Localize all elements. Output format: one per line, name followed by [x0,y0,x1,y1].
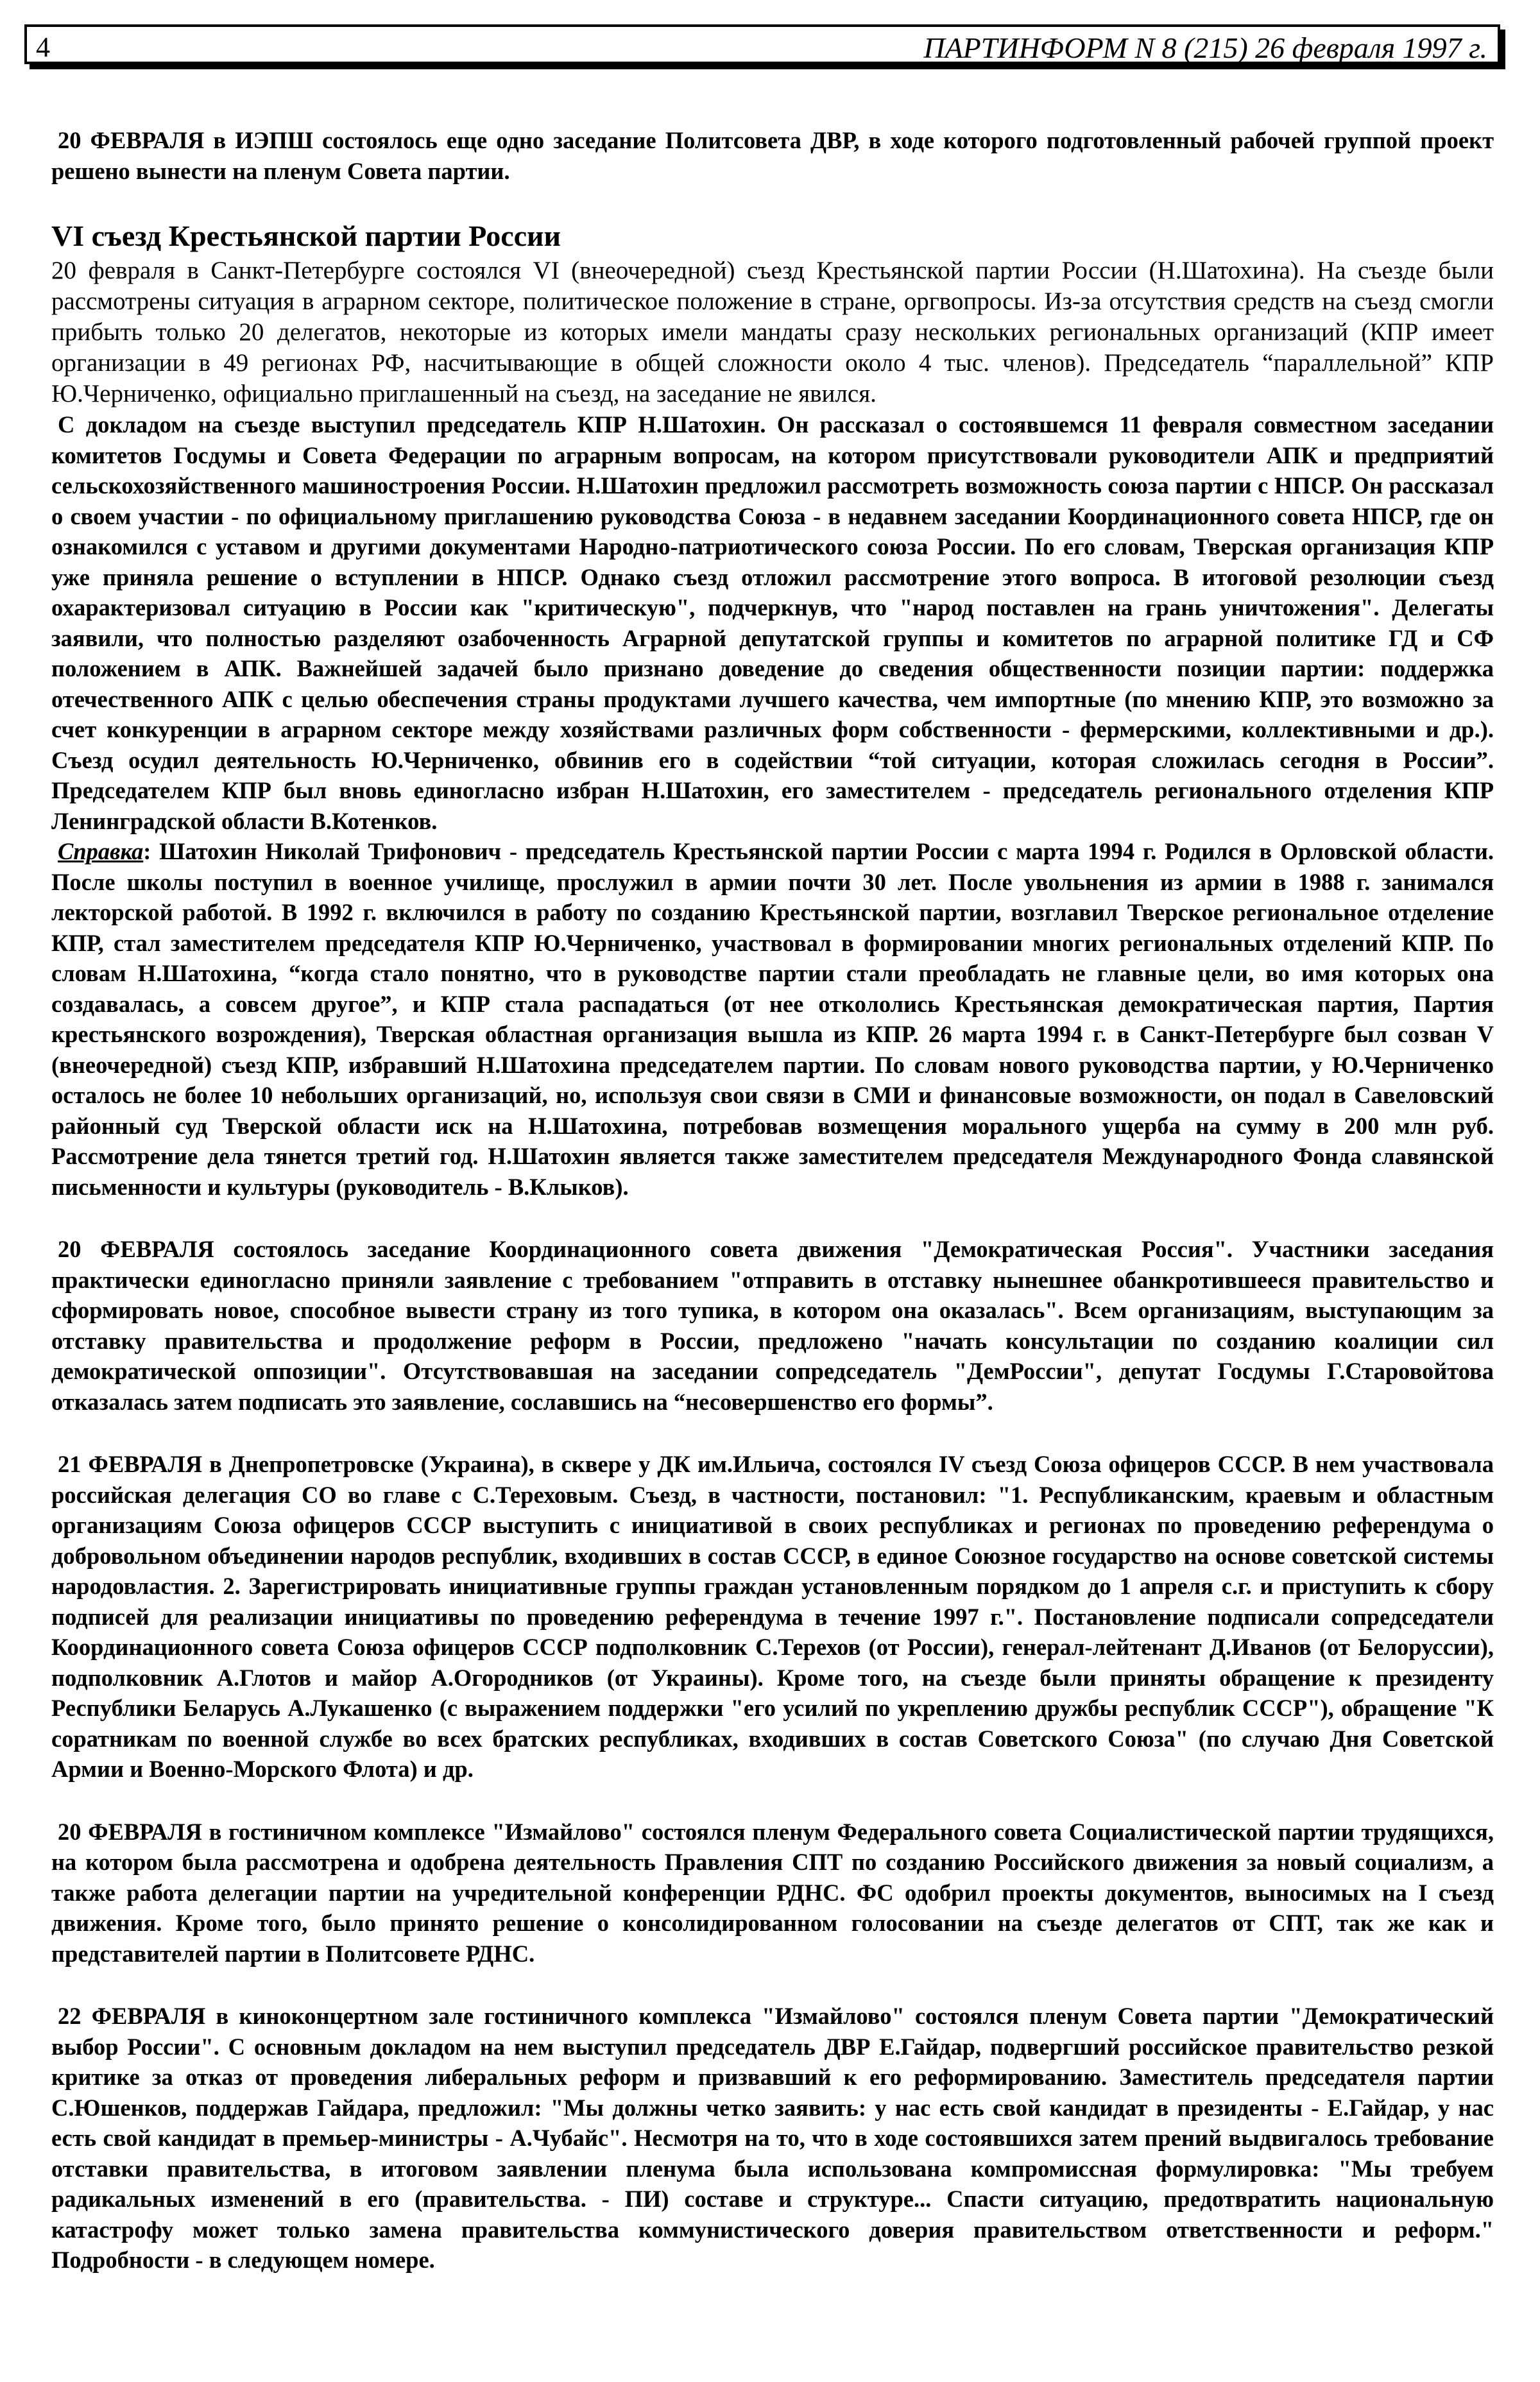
article-lead: 20 февраля в Санкт-Петербурге состоялся VI (внеочередной) съезд Крестьянской партии России (Н.Шатохина). На съезде были рассмотрены ситуация в аграрном секторе, политическое положение в стране, оргвопросы. Из-за отсутствия средств на съезд смогли прибыть только 20 делегатов, некоторые из которых имели мандаты сразу нескольких региональных организаций (КПР имеет организации в 49 регионах РФ, насчитывающие в общей сложности около 4 тыс. членов). Председатель “параллельной” КПР Ю.Черниченко, официально приглашенный на съезд, на заседание не явился. [51,257,1494,407]
reference-note [51,836,1494,1202]
news-item-spt-plenum: 20 ФЕВРАЛЯ в гостиничном комплексе "Измайлово" состоялся пленум Федерального совета Социалистической партии трудящихся, на котором была рассмотрена и одобрена деятельность Правления СПТ по созданию Российского движения за новый социализм, а также работа делегации партии на учредительной конференции РДНС. ФС одобрил проекты документов, выносимых на I съезд движения. Кроме того, было принято решение о консолидированном голосовании на съезде делегатов от СПТ, так же как и представителей партии в Политсовете РДНС. [51,1818,1494,1967]
issue-title: ПАРТИНФОРМ N 8 (215) 26 февраля 1997 г. [923,31,1487,64]
page-header [24,24,1500,64]
news-item-demrossiya: 20 ФЕВРАЛЯ состоялось заседание Координационного совета движения "Демократическая Россия". Участники заседания практически единогласно приняли заявление с требованием "отправить в отставку нынешнее обанкротившееся правительство и сформировать новое, способное вывести страну из того тупика, в котором она оказалась". Всем организациям, выступающим за отставку правительства и продолжение реформ в России, предложено "начать консультации по созданию коалиции сил демократической оппозиции". Отсутствовавшая на заседании сопредседатель "ДемРоссии", депутат Госдумы Г.Старовойтова отказалась затем подписать это заявление, сославшись на “несовершенство его формы”. [51,1236,1494,1415]
article-column [51,125,1494,2275]
news-item-dvr-plenum: 22 ФЕВРАЛЯ в киноконцертном зале гостиничного комплекса "Измайлово" состоялся пленум Совета партии "Демократический выбор России". С основным докладом на нем выступил председатель ДВР Е.Гайдар, подвергший российское правительство резкой критике за отказ от проведения либеральных реформ и призвавший к его реформированию. Заместитель председателя партии С.Юшенков, поддержав Гайдара, предложил: "Мы должны четко заявить: у нас есть свой кандидат в президенты - Е.Гайдар, у нас есть свой кандидат в премьер-министры - А.Чубайс". Несмотря на то, что в ходе состоявшихся затем прений выдвигалось требование отставки правительства, в итоговом заявлении пленума была использована компромиссная формулировка: "Мы требуем радикальных изменений в его (правительства. - ПИ) составе и структуре... Спасти ситуацию, предотвратить национальную катастрофу может только замена правительства коммунистического доверия правительством ответственности и реформ." Подробности - в следующем номере. [51,2003,1494,2273]
section-heading: VI съезд Крестьянской партии России [51,219,561,252]
reference-text: : Шатохин Николай Трифонович - председатель Крестьянской партии России с марта 1994 г. Родился в Орловской области. После школы поступил в военное училище, прослужил в армии почти 30 лет. После увольнения из армии в 1988 г. занимался лекторской работой. В 1992 г. включился в работу по созданию Крестьянской партии, возглавил Тверское региональное отделение КПР, стал заместителем председателя КПР Ю.Черниченко, участвовал в формировании многих региональных отделений КПР. По словам Н.Шатохина, “когда стало понятно, что в руководстве партии стали преобладать не главные цели, во имя которых она создавалась, а совсем другое”, и КПР стала распадаться (от нее откололись Крестьянская демократическая партия, Партия крестьянского возрождения), Тверская областная организация вышла из КПР. 26 марта 1994 г. в Санкт-Петербурге был созван V (внеочередной) съезд КПР, избравший Н.Шатохина председателем партии. По словам нового руководства партии, у Ю.Черниченко осталось не более 10 небольших организаций, но, используя свои связи в СМИ и финансовые возможности, он подал в Савеловский районный суд Тверской области иск на Н.Шатохина, потребовав возмещения морального ущерба на сумму в 200 млн руб. Рассмотрение дела тянется третий год. Н.Шатохин является также заместителем председателя Международного Фонда славянской письменности и культуры (руководитель - В.Клыков). [51,838,1494,1200]
article-body: С докладом на съезде выступил председатель КПР Н.Шатохин. Он рассказал о состоявшемся 11 февраля совместном заседании комитетов Госдумы и Совета Федерации по аграрным вопросам, на котором присутствовали руководители АПК и предприятий сельскохозяйственного машиностроения России. Н.Шатохин предложил рассмотреть возможность союза партии с НПСР. Он рассказал о своем участии - по официальному приглашению руководства Союза - в недавнем заседании Координационного совета НПСР, где он ознакомился с уставом и другими документами Народно-патриотического союза России. По его словам, Тверская организация КПР уже приняла решение о вступлении в НПСР. Однако съезд отложил рассмотрение этого вопроса. В итоговой резолюции съезд охарактеризовал ситуацию в России как "критическую", подчеркнув, что "народ поставлен на грань уничтожения". Делегаты заявили, что полностью разделяют озабоченность Аграрной депутатской группы и комитетов по аграрной политике ГД и СФ положением в АПК. Важнейшей задачей было признано доведение до сведения общественности позиции партии: поддержка отечественного АПК с целью обеспечения страны продуктами лучшего качества, чем импортные (по мнению КПР, это возможно за счет конкуренции в аграрном секторе между хозяйствами различных форм собственности - фермерскими, коллективными и др.). Съезд осудил деятельность Ю.Черниченко, обвинив его в содействии “той ситуации, которая сложилась сегодня в России”. Председателем КПР был вновь единогласно избран Н.Шатохин, его заместителем - председатель регионального отделения КПР Ленинградской области В.Котенков. [51,411,1494,834]
news-item-soyuz-oficerov: 21 ФЕВРАЛЯ в Днепропетровске (Украина), в сквере у ДК им.Ильича, состоялся IV съезд Союза офицеров СССР. В нем участвовала российская делегация СО во главе с С.Тереховым. Съезд, в частности, постановил: "1. Республиканским, краевым и областным организациям Союза офицеров СССР выступить с инициативой в своих республиках и регионах по проведению референдума о добровольном объединении народов республик, входивших в состав СССР, в единое Союзное государство на основе советской системы народовластия. 2. Зарегистрировать инициативные группы граждан установленным порядком до 1 апреля с.г. и приступить к сбору подписей для реализации инициативы по проведению референдума в течение 1997 г.". Постановление подписали сопредседатели Координационного совета Союза офицеров СССР подполковник С.Терехов (от России), генерал-лейтенант Д.Иванов (от Белоруссии), подполковник А.Глотов и майор А.Огородников (от Украины). Кроме того, на съезде были приняты обращение к президенту Республики Беларусь А.Лукашенко (с выражением поддержки "его усилий по укреплению дружбы республик СССР"), обращение "К соратникам по военной службе во всех братских республиках, входивших в состав Советского Союза" (по случаю Дня Советской Армии и Военно-Морского Флота) и др. [51,1451,1494,1782]
news-item-politsovet-dvr: 20 ФЕВРАЛЯ в ИЭПШ состоялось еще одно заседание Политсовета ДВР, в ходе которого подготовленный рабочей группой проект решено вынести на пленум Совета партии. [51,127,1494,184]
page-number: 4 [36,31,50,63]
reference-label: Справка [58,838,144,864]
